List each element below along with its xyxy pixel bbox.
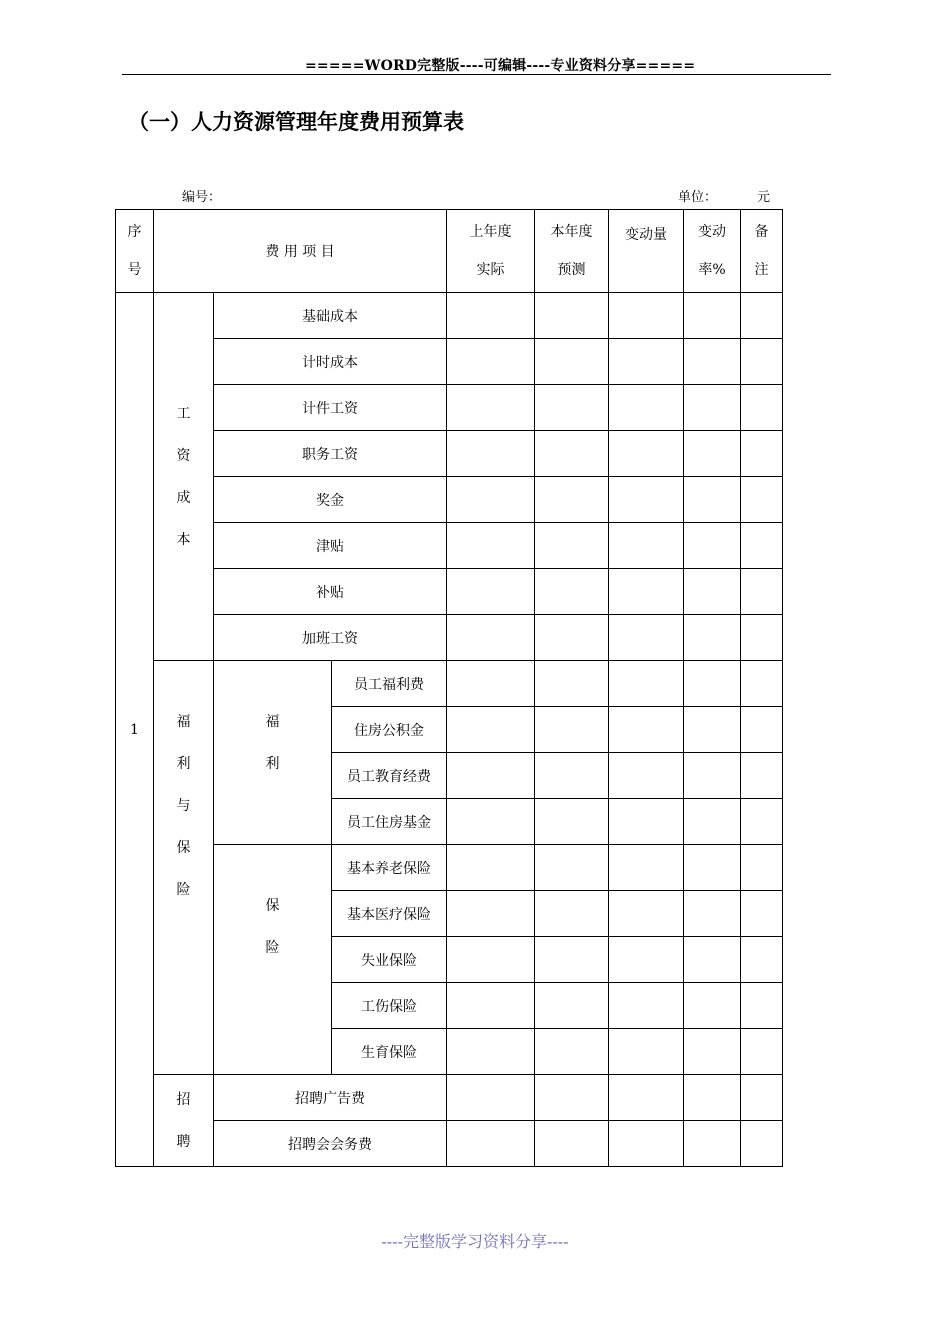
table-row <box>116 661 783 707</box>
rate-cell[interactable] <box>684 615 741 661</box>
change-cell[interactable] <box>609 937 684 983</box>
curr-forecast-cell[interactable] <box>535 1075 609 1121</box>
table-header-row <box>116 210 783 293</box>
prev-actual-line1: 上年度 <box>469 224 512 240</box>
curr-forecast-cell[interactable] <box>535 799 609 845</box>
note-cell[interactable] <box>741 891 783 937</box>
recruit-group-label <box>154 1075 214 1167</box>
item-label: 奖金 <box>214 477 447 523</box>
prev-actual-cell[interactable] <box>447 799 535 845</box>
item-label: 加班工资 <box>214 615 447 661</box>
curr-forecast-cell[interactable] <box>535 385 609 431</box>
rate-cell[interactable] <box>684 891 741 937</box>
note-cell[interactable] <box>741 983 783 1029</box>
prev-actual-cell[interactable] <box>447 707 535 753</box>
note-cell[interactable] <box>741 1075 783 1121</box>
table-row <box>116 339 783 385</box>
curr-forecast-line1: 本年度 <box>550 224 593 240</box>
unit-label: 单位： <box>678 190 718 205</box>
note-header <box>741 210 783 293</box>
item-label: 基本养老保险 <box>332 845 447 891</box>
item-label: 基本医疗保险 <box>332 891 447 937</box>
note-cell[interactable] <box>741 1121 783 1167</box>
curr-forecast-cell[interactable] <box>535 661 609 707</box>
item-label: 补贴 <box>214 569 447 615</box>
change-cell[interactable] <box>609 1121 684 1167</box>
item-label: 失业保险 <box>332 937 447 983</box>
item-label: 计件工资 <box>214 385 447 431</box>
wage-group-label <box>154 293 214 661</box>
rate-cell[interactable] <box>684 661 741 707</box>
table-row <box>116 293 783 339</box>
change-cell[interactable] <box>609 477 684 523</box>
insurance-subgroup-label <box>214 845 332 1075</box>
note-cell[interactable] <box>741 293 783 339</box>
rate-cell[interactable] <box>684 293 741 339</box>
item-label: 员工教育经费 <box>332 753 447 799</box>
insurance-label-char: 险 <box>265 940 280 956</box>
change-cell[interactable] <box>609 569 684 615</box>
change-cell[interactable] <box>609 707 684 753</box>
rate-line2: 率% <box>698 262 726 278</box>
table-row <box>116 1121 783 1167</box>
seq-cell: 1 <box>116 293 154 1167</box>
table-row <box>116 569 783 615</box>
change-cell[interactable] <box>609 523 684 569</box>
wage-label-char: 工 <box>176 405 191 422</box>
change-cell[interactable] <box>609 1075 684 1121</box>
table-row <box>116 523 783 569</box>
rate-cell[interactable] <box>684 431 741 477</box>
unit-value: 元 <box>757 190 771 205</box>
curr-forecast-line2: 预测 <box>557 262 586 278</box>
change-cell[interactable] <box>609 661 684 707</box>
wage-label-char: 成 <box>176 489 191 506</box>
prev-actual-cell[interactable] <box>447 937 535 983</box>
prev-actual-cell[interactable] <box>447 385 535 431</box>
curr-forecast-cell[interactable] <box>535 569 609 615</box>
prev-actual-cell[interactable] <box>447 293 535 339</box>
curr-forecast-cell[interactable] <box>535 431 609 477</box>
rate-header <box>684 210 741 293</box>
rate-line1: 变动 <box>698 224 726 240</box>
item-label: 基础成本 <box>214 293 447 339</box>
recruit-label-char: 招 <box>176 1091 191 1108</box>
item-label: 招聘广告费 <box>214 1075 447 1121</box>
rate-cell[interactable] <box>684 569 741 615</box>
note-cell[interactable] <box>741 937 783 983</box>
seq-header-line2: 号 <box>127 262 142 278</box>
prev-actual-cell[interactable] <box>447 339 535 385</box>
prev-actual-cell[interactable] <box>447 1121 535 1167</box>
change-cell[interactable] <box>609 799 684 845</box>
insurance-label-char: 保 <box>265 898 280 914</box>
note-cell[interactable] <box>741 1029 783 1075</box>
change-cell[interactable] <box>609 891 684 937</box>
item-label: 计时成本 <box>214 339 447 385</box>
change-header: 变动量 <box>609 210 684 293</box>
welfare-label-char: 福 <box>265 714 280 730</box>
change-cell[interactable] <box>609 1029 684 1075</box>
item-label: 员工住房基金 <box>332 799 447 845</box>
prev-actual-cell[interactable] <box>447 431 535 477</box>
prev-actual-cell[interactable] <box>447 523 535 569</box>
table-row <box>116 431 783 477</box>
note-cell[interactable] <box>741 385 783 431</box>
note-cell[interactable] <box>741 845 783 891</box>
table-row <box>116 385 783 431</box>
change-cell[interactable] <box>609 615 684 661</box>
note-cell[interactable] <box>741 707 783 753</box>
welfare-insurance-label-char: 保 <box>176 840 191 856</box>
item-label: 员工福利费 <box>332 661 447 707</box>
rate-cell[interactable] <box>684 707 741 753</box>
prev-actual-cell[interactable] <box>447 661 535 707</box>
prev-actual-cell[interactable] <box>447 891 535 937</box>
curr-forecast-cell[interactable] <box>535 477 609 523</box>
budget-table <box>115 209 783 1167</box>
change-cell[interactable] <box>609 845 684 891</box>
item-label: 生育保险 <box>332 1029 447 1075</box>
curr-forecast-cell[interactable] <box>535 339 609 385</box>
curr-forecast-cell[interactable] <box>535 753 609 799</box>
note-line2: 注 <box>754 262 769 278</box>
prev-actual-cell[interactable] <box>447 983 535 1029</box>
rate-cell[interactable] <box>684 385 741 431</box>
rate-cell[interactable] <box>684 937 741 983</box>
prev-actual-line2: 实际 <box>476 262 505 278</box>
welfare-insurance-label-char: 利 <box>176 756 191 772</box>
rate-cell[interactable] <box>684 523 741 569</box>
curr-forecast-cell[interactable] <box>535 891 609 937</box>
curr-forecast-header <box>535 210 609 293</box>
prev-actual-cell[interactable] <box>447 615 535 661</box>
welfare-label-char: 利 <box>265 756 280 772</box>
rate-cell[interactable] <box>684 477 741 523</box>
rate-cell[interactable] <box>684 799 741 845</box>
item-label: 职务工资 <box>214 431 447 477</box>
note-line1: 备 <box>754 224 769 240</box>
welfare-insurance-label-char: 与 <box>176 798 191 814</box>
prev-actual-cell[interactable] <box>447 569 535 615</box>
table-row <box>116 615 783 661</box>
item-label: 住房公积金 <box>332 707 447 753</box>
change-cell[interactable] <box>609 431 684 477</box>
rate-cell[interactable] <box>684 983 741 1029</box>
seq-header <box>116 210 154 293</box>
note-cell[interactable] <box>741 615 783 661</box>
note-cell[interactable] <box>741 753 783 799</box>
prev-actual-cell[interactable] <box>447 477 535 523</box>
header-banner: =====WORD完整版----可编辑----专业资料分享===== <box>305 58 696 74</box>
prev-actual-cell[interactable] <box>447 1029 535 1075</box>
table-row <box>116 477 783 523</box>
rate-cell[interactable] <box>684 1029 741 1075</box>
page-title: （一）人力资源管理年度费用预算表 <box>128 109 464 134</box>
rate-cell[interactable] <box>684 339 741 385</box>
prev-actual-cell[interactable] <box>447 753 535 799</box>
change-cell[interactable] <box>609 983 684 1029</box>
number-label: 编号： <box>182 190 222 205</box>
curr-forecast-cell[interactable] <box>535 1121 609 1167</box>
prev-actual-header <box>447 210 535 293</box>
footer-text: ----完整版学习资料分享---- <box>381 1232 569 1251</box>
prev-actual-cell[interactable] <box>447 1075 535 1121</box>
curr-forecast-cell[interactable] <box>535 983 609 1029</box>
welfare-insurance-label-char: 福 <box>176 714 191 730</box>
change-cell[interactable] <box>609 293 684 339</box>
wage-label-char: 本 <box>176 531 191 548</box>
change-cell[interactable] <box>609 385 684 431</box>
wage-label-char: 资 <box>176 447 191 464</box>
item-label: 工伤保险 <box>332 983 447 1029</box>
curr-forecast-cell[interactable] <box>535 707 609 753</box>
note-cell[interactable] <box>741 431 783 477</box>
welfare-insurance-group-label <box>154 661 214 1075</box>
item-label: 津贴 <box>214 523 447 569</box>
curr-forecast-cell[interactable] <box>535 1029 609 1075</box>
item-header: 费 用 项 目 <box>154 210 447 293</box>
change-cell[interactable] <box>609 339 684 385</box>
curr-forecast-cell[interactable] <box>535 845 609 891</box>
curr-forecast-cell[interactable] <box>535 937 609 983</box>
header-rule <box>122 74 831 75</box>
curr-forecast-cell[interactable] <box>535 523 609 569</box>
note-cell[interactable] <box>741 339 783 385</box>
rate-cell[interactable] <box>684 753 741 799</box>
prev-actual-cell[interactable] <box>447 845 535 891</box>
table-row <box>116 1075 783 1121</box>
change-cell[interactable] <box>609 753 684 799</box>
welfare-insurance-label-char: 险 <box>176 882 191 898</box>
rate-cell[interactable] <box>684 1121 741 1167</box>
curr-forecast-cell[interactable] <box>535 293 609 339</box>
rate-cell[interactable] <box>684 845 741 891</box>
note-cell[interactable] <box>741 477 783 523</box>
item-label: 招聘会会务费 <box>214 1121 447 1167</box>
seq-header-line1: 序 <box>127 224 142 240</box>
curr-forecast-cell[interactable] <box>535 615 609 661</box>
welfare-subgroup-label <box>214 661 332 845</box>
table-row <box>116 845 783 891</box>
recruit-label-char: 聘 <box>176 1133 191 1150</box>
note-cell[interactable] <box>741 799 783 845</box>
note-cell[interactable] <box>741 569 783 615</box>
rate-cell[interactable] <box>684 1075 741 1121</box>
note-cell[interactable] <box>741 523 783 569</box>
note-cell[interactable] <box>741 661 783 707</box>
